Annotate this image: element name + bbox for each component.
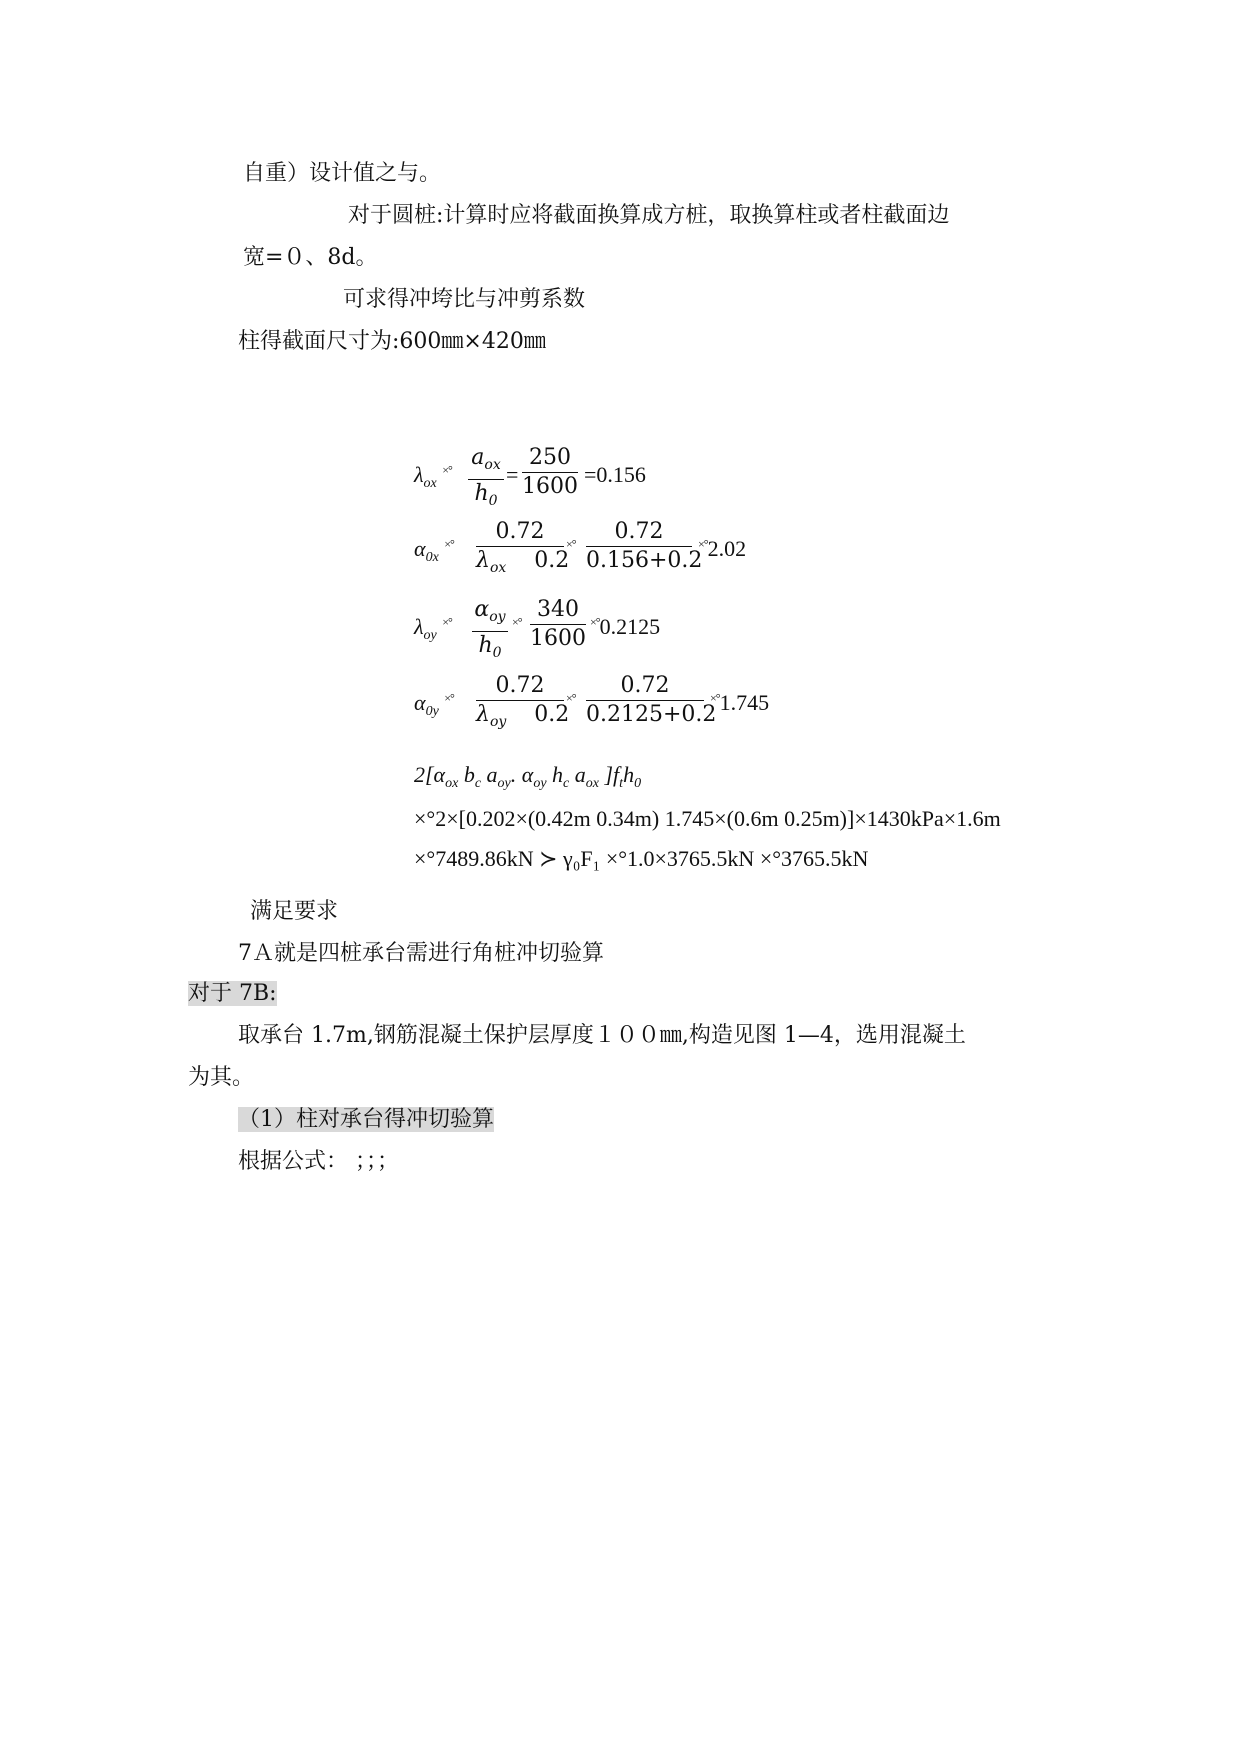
- equation-4-mark: ×°: [566, 691, 576, 705]
- equation-3-fraction-a: $\alpha_{oy}$ $h_0$: [472, 596, 508, 667]
- paragraph-5: 柱得截面尺寸为:600㎜×420㎜: [238, 329, 546, 354]
- paragraph-11: [238, 1106, 494, 1134]
- paragraph-2: 对于圆桩:计算时应将截面换算成方桩，取换算柱或者柱截面边: [348, 203, 950, 228]
- equation-4-fraction-b: 0.72 0.2125+0.2: [586, 673, 717, 727]
- equation-3-result: ×°0.2125: [590, 614, 661, 639]
- equation-1-result: =0.156: [584, 462, 646, 487]
- equation-1-fraction-b: 250 1600: [522, 445, 578, 499]
- equation-4-fraction-a: 0.72 $\lambda_{oy}$ 0.2: [476, 673, 570, 730]
- equation-2-mark: ×°: [566, 537, 576, 551]
- equation-1-lhs: $\lambda_{ox}$ ×°: [414, 462, 452, 491]
- paragraph-1: 自重）设计值之与。: [243, 161, 442, 186]
- equation-4-result: ×°1.745: [710, 690, 770, 715]
- paragraph-3: 宽=０、8d。: [243, 245, 378, 270]
- equation-6: ×°2×[0.202×(0.42m 0.34m) 1.745×(0.6m 0.25m)]×1430kPa×1.6m: [414, 806, 1001, 831]
- equation-2-fraction-a: 0.72 $\lambda_{ox}$ 0.2: [476, 519, 570, 576]
- paragraph-6: 满足要求: [250, 899, 339, 924]
- equation-7: ×°7489.86kN ≻ γ₀F₁ ×°1.0×3765.5kN ×°3765.5kN: [414, 846, 869, 871]
- paragraph-12: 根据公式： ；；；: [238, 1149, 399, 1174]
- paragraph-8: [188, 980, 277, 1008]
- equation-1-fraction-a: $a_{ox}$ $h_0$: [468, 444, 504, 515]
- equation-4-lhs: $\alpha_{0y}$ ×°: [414, 690, 454, 719]
- equation-2-lhs: $\alpha_{0x}$ ×°: [414, 536, 454, 565]
- equation-2-result: ×°2.02: [698, 536, 747, 561]
- paragraph-11-highlight: （1）柱对承台得冲切验算: [238, 1107, 494, 1132]
- equation-2-fraction-b: 0.72 0.156+0.2: [586, 519, 703, 573]
- paragraph-8-highlight: 对于 7B:: [188, 981, 277, 1006]
- paragraph-4: 可求得冲垮比与冲剪系数: [343, 287, 586, 312]
- equation-5: $2[\alpha_{ox}$ $b_c$ $a_{oy}$. $\alpha_{oy}$ $h_c$ $a_{ox}$ ]$f_th_0$: [414, 762, 642, 791]
- paragraph-9: 取承台 1.7m,钢筋混凝土保护层厚度１００㎜,构造见图 1—4，选用混凝土: [238, 1023, 966, 1048]
- equation-3-lhs: $\lambda_{oy}$ ×°: [414, 614, 452, 643]
- equation-3-fraction-b: 340 1600: [530, 597, 586, 651]
- paragraph-7: 7Ａ就是四桩承台需进行角桩冲切验算: [238, 941, 604, 966]
- paragraph-10: 为其。: [188, 1065, 255, 1090]
- equation-3-mark: ×°: [512, 615, 522, 629]
- equation-1-equals: =: [506, 462, 519, 487]
